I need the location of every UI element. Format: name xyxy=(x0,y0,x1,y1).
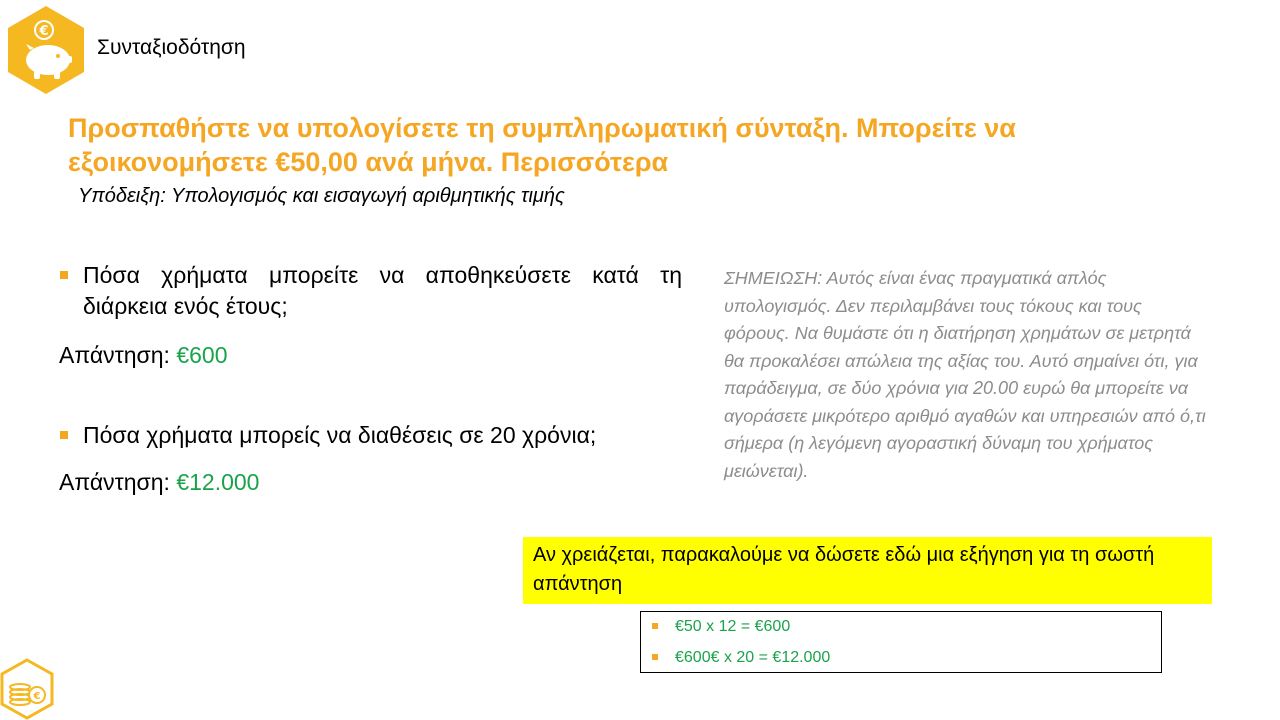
bullet-square xyxy=(60,431,68,439)
question-1 xyxy=(60,260,682,322)
question-text: Πόσα χρήματα μπορείτε να αποθηκεύσετε κατά τη διάρκεια ενός έτους; xyxy=(83,262,682,319)
piggy-bank-euro-icon xyxy=(6,4,86,96)
coins-icon xyxy=(0,658,54,720)
explanation-prompt: Αν χρειάζεται, παρακαλούμε να δώσετε εδώ μια εξήγηση για τη σωστή απάντηση xyxy=(523,537,1212,604)
calc-line-text: €50 x 12 = €600 xyxy=(675,618,791,635)
question-text: Πόσα χρήματα μπορείς να διαθέσεις σε 20 χρόνια; xyxy=(83,422,597,448)
answer-1 xyxy=(59,342,228,369)
bullet-square xyxy=(652,623,658,629)
svg-text:€: € xyxy=(39,24,49,39)
question-2 xyxy=(60,420,682,451)
bullet-square xyxy=(652,654,658,660)
answer-value: €600 xyxy=(176,342,228,368)
calc-line-text: €600€ x 20 = €12.000 xyxy=(675,649,831,666)
note-text: ΣΗΜΕΙΩΣΗ: Αυτός είναι ένας πραγματικά απλός υπολογισμός. Δεν περιλαμβάνει τους τόκους και τους φόρους. Να θυμάστε ότι η διατήρηση χρημάτων σε μετρητά θα προκαλέσει απώλεια της αξίας του. Αυτό σημαίνει ότι, για παράδειγμα, σε δύο χρόνια για 20.00 ευρώ θα μπορείτε να αγοράσετε μικρότερο αριθμό αγαθών και υπηρεσιών από ό,τι σήμερα (η λεγόμενη αγοραστική δύναμη του χρήματος μειώνεται). xyxy=(724,268,1206,481)
svg-text:€: € xyxy=(33,691,41,702)
calc-line xyxy=(652,649,830,667)
answer-value: €12.000 xyxy=(176,469,260,495)
explanation-box[interactable] xyxy=(640,611,1162,673)
page-title: Προσπαθήστε να υπολογίσετε τη συμπληρωματική σύνταξη. Μπορείτε να εξοικονομήσετε €50,00 ανά μήνα. Περισσότερα xyxy=(68,113,1016,177)
answer-label: Απάντηση: xyxy=(59,469,170,495)
bullet-square xyxy=(60,271,68,279)
answer-label: Απάντηση: xyxy=(59,342,170,368)
answer-2 xyxy=(59,469,259,496)
calc-line xyxy=(652,618,790,636)
topic-title: Συνταξιοδότηση xyxy=(97,36,246,59)
hint-text: Υπόδειξη: Υπολογισμός και εισαγωγή αριθμητικής τιμής xyxy=(78,185,565,207)
